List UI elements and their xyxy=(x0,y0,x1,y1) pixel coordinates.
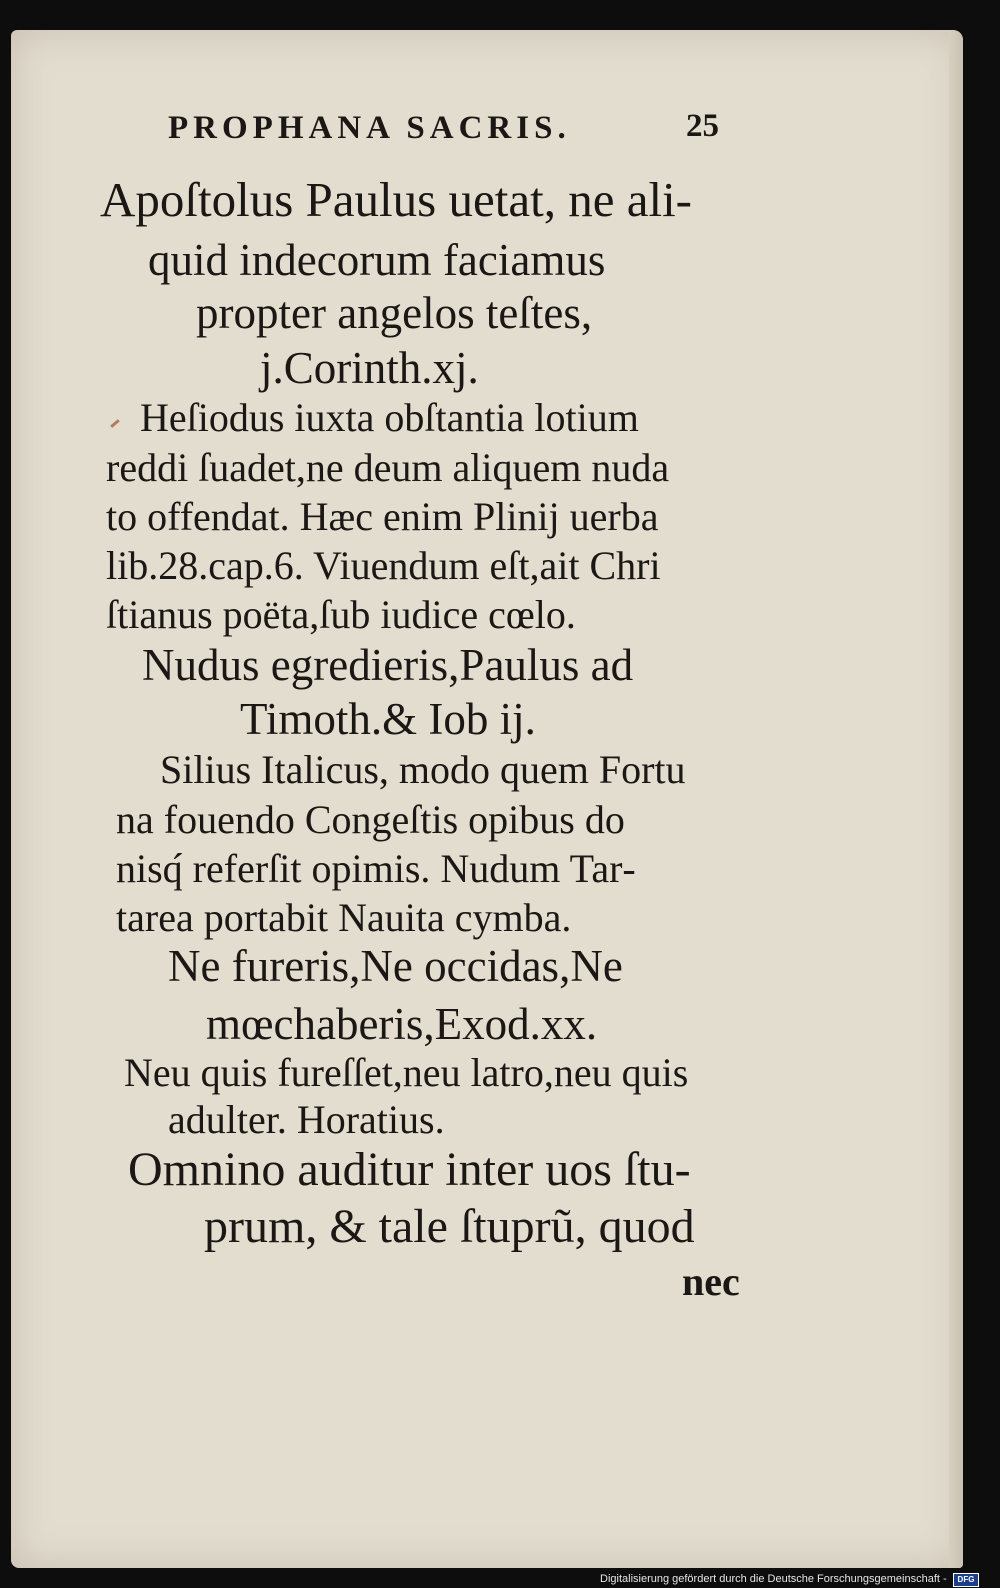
running-title: PROPHANA SACRIS. xyxy=(168,110,571,146)
dfg-logo-icon: DFG xyxy=(953,1573,979,1587)
catchword: nec xyxy=(682,1259,740,1304)
text-line: quid indecorum faciamus xyxy=(148,235,606,285)
text-line: Ne fureris,Ne occidas,Ne xyxy=(168,941,623,991)
text-line: Apoſtolus Paulus uetat, ne ali‐ xyxy=(100,172,692,227)
digitization-credit: Digitalisierung gefördert durch die Deutsche Forschungsgemeinschaft - xyxy=(600,1573,947,1585)
text-line: lib.28.cap.6. Viuendum eſt,ait Chri xyxy=(106,543,661,588)
text-line: Silius Italicus, modo quem Fortu xyxy=(160,747,686,792)
text-line: mœchaberis,Exod.xx. xyxy=(206,999,598,1049)
text-line: Timoth.& Iob ij. xyxy=(240,694,536,744)
text-line: na fouendo Congeſtis opibus do xyxy=(116,797,625,842)
text-line: propter angelos teſtes, xyxy=(196,288,593,338)
text-line: Omnino auditur inter uos ſtu‐ xyxy=(128,1143,691,1196)
text-line: Neu quis fureſſet,neu latro,neu quis xyxy=(124,1050,689,1095)
page-number: 25 xyxy=(686,108,719,144)
text-line: tarea portabit Nauita cymba. xyxy=(116,895,572,940)
text-line: adulter. Horatius. xyxy=(168,1097,445,1142)
text-line: prum, & tale ſtuprũ, quod xyxy=(204,1200,695,1253)
text-line: reddi ſuadet,ne deum aliquem nuda xyxy=(106,445,670,490)
text-line: nisq́ referſit opimis. Nudum Tar‐ xyxy=(116,846,636,891)
text-line: to offendat. Hæc enim Plinij uerba xyxy=(106,494,659,539)
text-line: j.Corinth.xj. xyxy=(260,343,479,393)
text-line: ſtianus poëta,ſub iudice cœlo. xyxy=(106,592,576,637)
page-edge xyxy=(949,30,963,1568)
text-line: Heſiodus iuxta obſtantia lotium xyxy=(140,395,639,440)
text-line: Nudus egredieris,Paulus ad xyxy=(142,640,634,690)
